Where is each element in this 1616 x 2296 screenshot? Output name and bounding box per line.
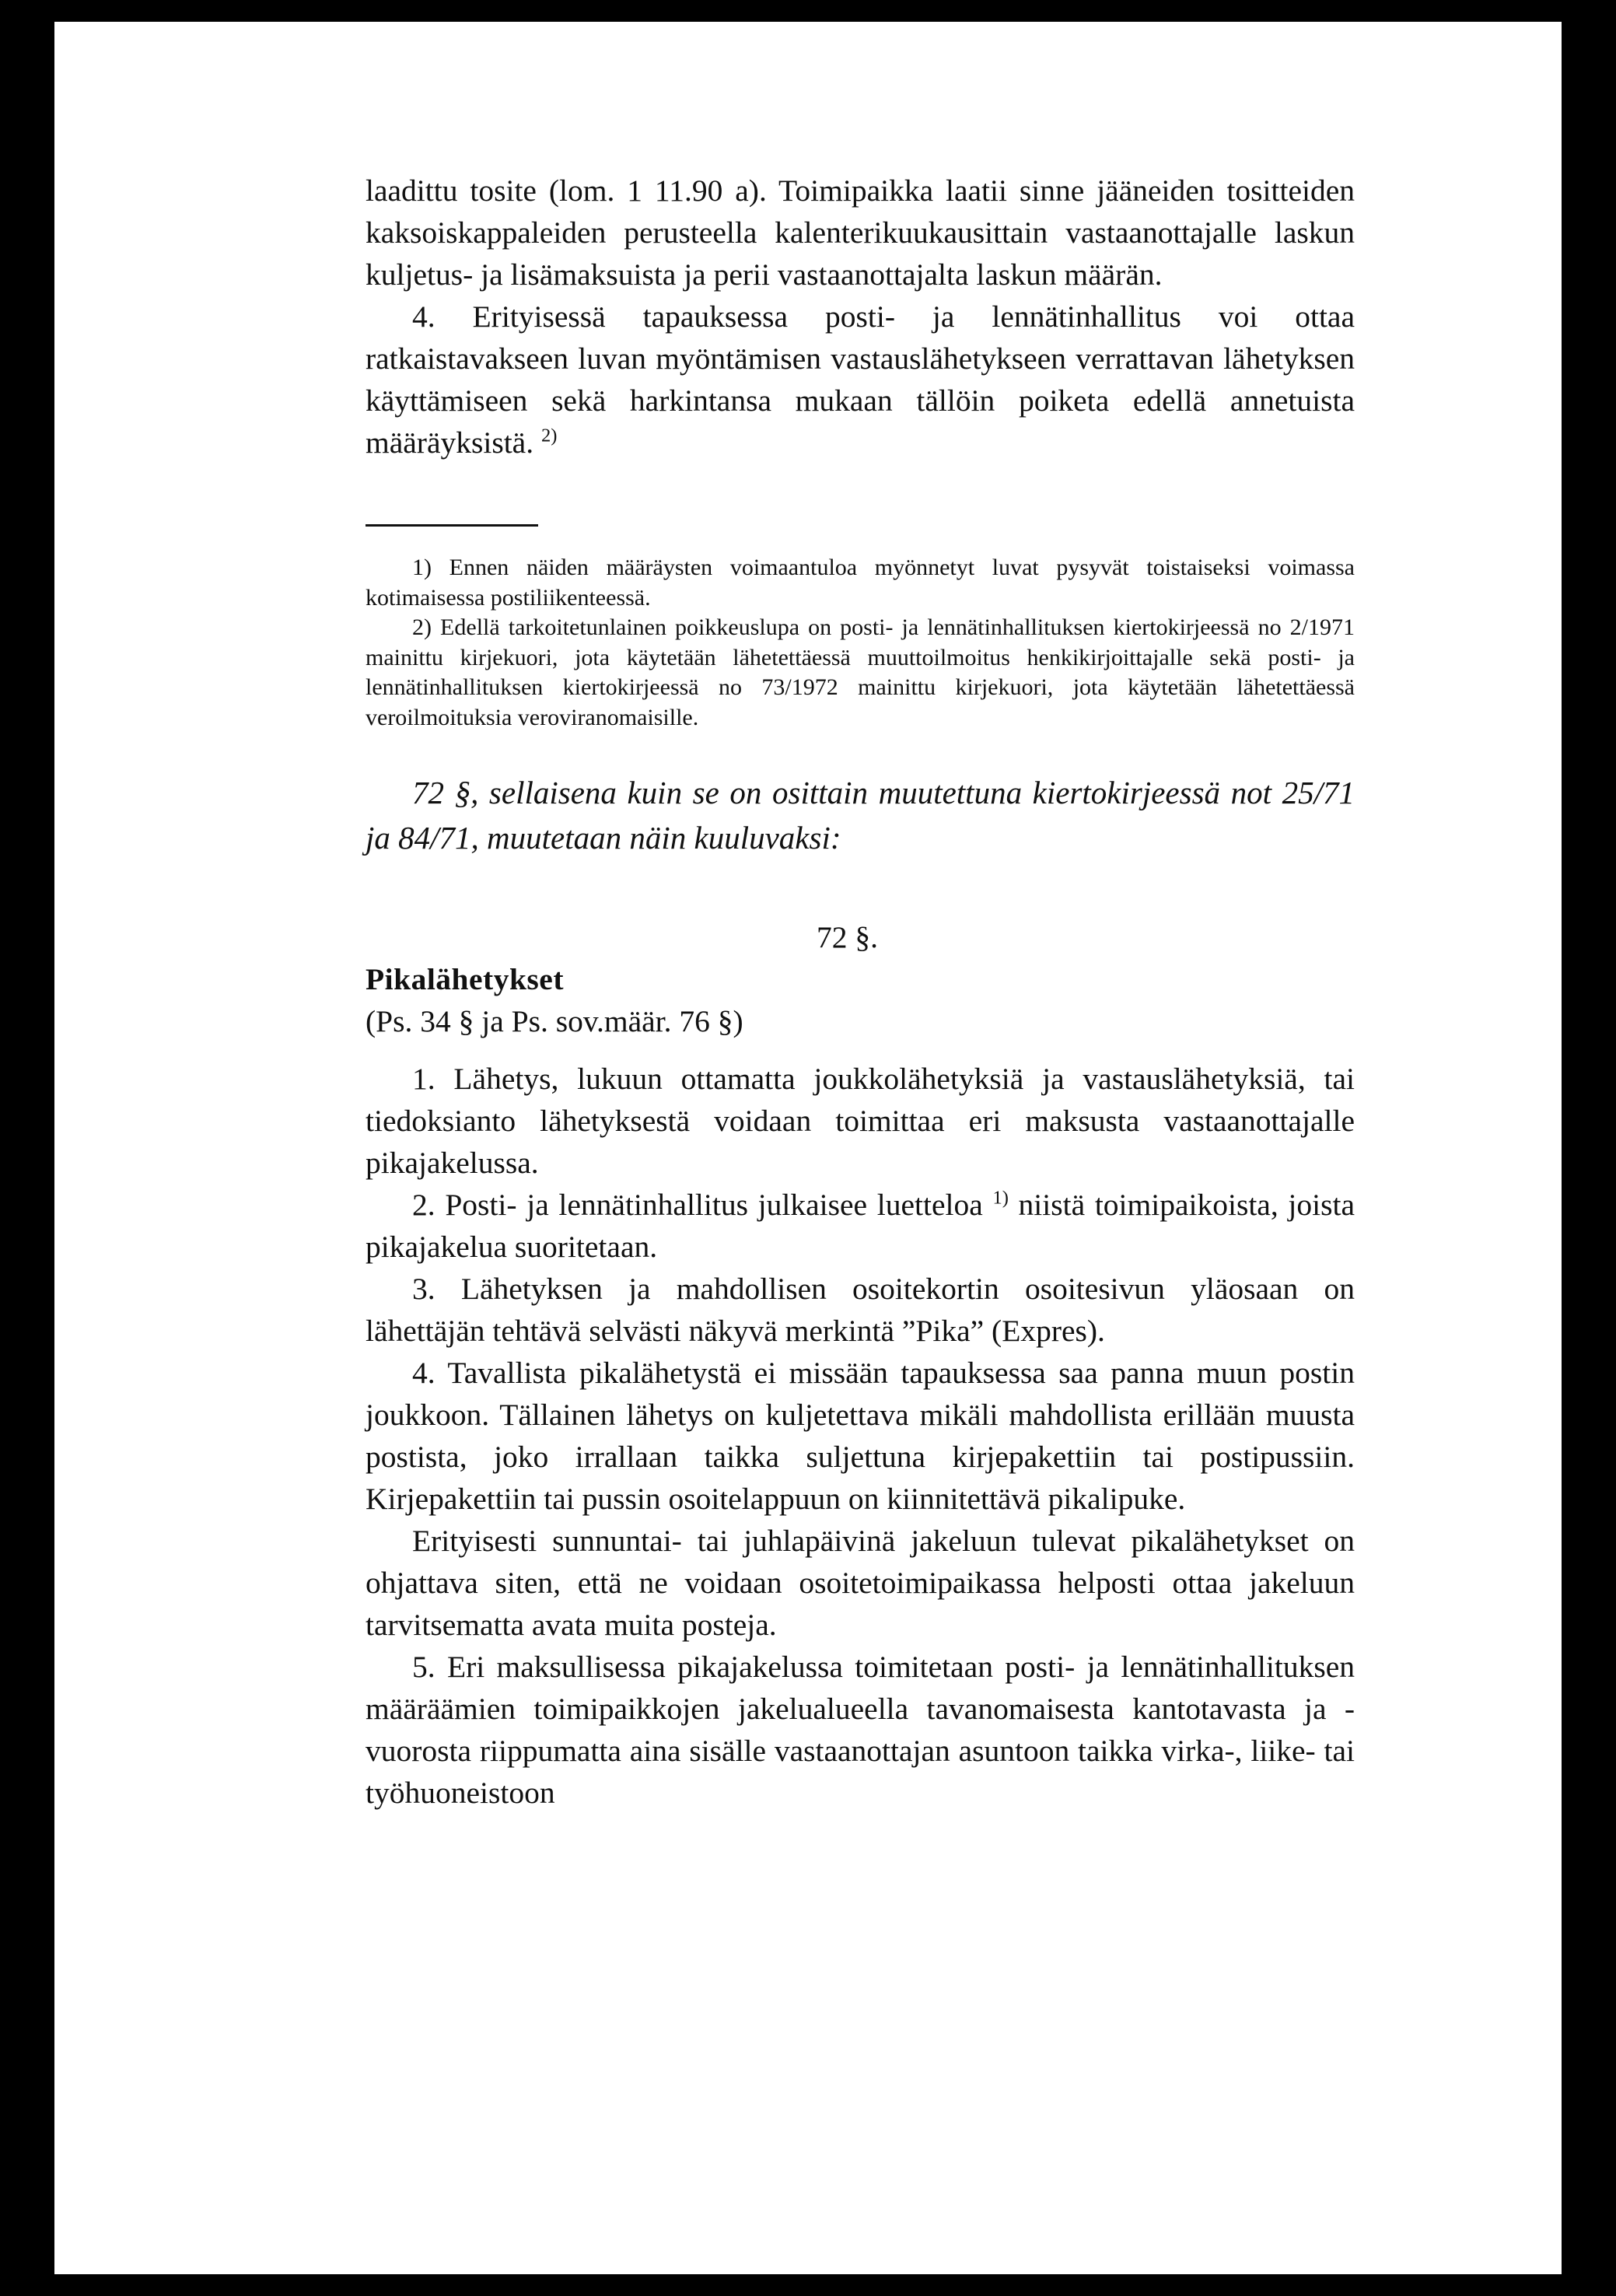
- paragraph-text: 4. Erityisessä tapauksessa posti- ja lennätinhallitus voi ottaa ratkaistavakseen luvan myöntämisen vastauslähetykseen verrattavan lähetyksen käyttämiseen sekä harkintansa mukaan tällöin poiketa edellä annetuista määräyksistä.: [366, 299, 1355, 460]
- scan-edge-right: [1562, 22, 1569, 2274]
- body-paragraph-5: 5. Eri maksullisessa pikajakelussa toimitetaan posti- ja lennätinhallituksen määräämien toimipaikkojen jakelualueella tavanomaisesta kantotavasta ja -vuorosta riippumatta aina sisälle vastaanottajan asuntoon taikka virka-, liike- tai työhuoneistoon: [366, 1650, 1355, 1810]
- paragraph-text-start: 2. Posti- ja lennätinhallitus julkaisee luetteloa: [412, 1188, 993, 1222]
- footnote-1: 1) Ennen näiden määräysten voimaantuloa myönnetyt luvat pysyvät toistaiseksi voimassa kotimaisessa postiliikenteessä.: [366, 555, 1355, 611]
- paragraph-continued: laadittu tosite (lom. 1 11.90 a). Toimipaikka laatii sinne jääneiden tositteiden kaksoiskappaleiden perusteella kalenterikuukausittain vastaanottajalle laskun kuljetus- ja lisämaksuista ja perii vastaanottajalta laskun määrän.: [366, 173, 1355, 292]
- paragraph-text-end: niistä toimipaikoista, joista pikajakelua suoritetaan.: [366, 1188, 1355, 1264]
- scan-edge-left: [47, 22, 54, 2274]
- body-paragraph-4-continued: Erityisesti sunnuntai- tai juhlapäivinä jakeluun tulevat pikalähetykset on ohjattava siten, että ne voidaan osoitetoimipaikassa helposti ottaa jakeluun tarvitsematta avata muita posteja.: [366, 1524, 1355, 1642]
- page-content: [366, 170, 1355, 1814]
- document-page: [47, 22, 1569, 2274]
- paragraph-4-special-permission: [366, 296, 1355, 464]
- footnote-marker: 2): [540, 425, 558, 446]
- body-paragraph-2: [366, 1184, 1355, 1268]
- section-heading: Pikalähetykset: [366, 962, 564, 996]
- footnote-marker: 1): [992, 1187, 1009, 1209]
- body-paragraph-1: 1. Lähetys, lukuun ottamatta joukkolähetyksiä ja vastauslähetyksiä, tai tiedoksianto lähetyksestä voidaan toimittaa eri maksusta vastaanottajalle pikajakelussa.: [366, 1062, 1355, 1180]
- amendment-statement: 72 §, sellaisena kuin se on osittain muutettuna kiertokirjeessä not 25/71 ja 84/71, muutetaan näin kuuluvaksi:: [366, 775, 1355, 856]
- body-paragraph-3: 3. Lähetyksen ja mahdollisen osoitekortin osoitesivun yläosaan on lähettäjän tehtävä selvästi näkyvä merkintä ”Pika” (Expres).: [366, 1272, 1355, 1348]
- section-reference: (Ps. 34 § ja Ps. sov.määr. 76 §): [366, 1004, 743, 1038]
- section-number: 72 §.: [817, 920, 878, 954]
- footnote-separator: [366, 524, 538, 527]
- footnote-2: 2) Edellä tarkoitetunlainen poikkeuslupa on posti- ja lennätinhallituksen kiertokirjeessä no 2/1971 mainittu kirjekuori, jota käytetään lähetettäessä muuttoilmoitus henkikirjoittajalle sekä posti- ja lennätinhallituksen kiertokirjeessä no 73/1972 mainittu kirjekuori, jota käytetään lähetettäessä veroilmoituksia veroviranomaisille.: [366, 614, 1355, 730]
- body-paragraph-4: 4. Tavallista pikalähetystä ei missään tapauksessa saa panna muun postin joukkoon. Tällainen lähetys on kuljetettava mikäli mahdollista erillään muusta postista, joko irrallaan taikka suljettuna kirjepakettiin tai postipussiin. Kirjepakettiin tai pussin osoitelappuun on kiinnitettävä pikalipuke.: [366, 1356, 1355, 1516]
